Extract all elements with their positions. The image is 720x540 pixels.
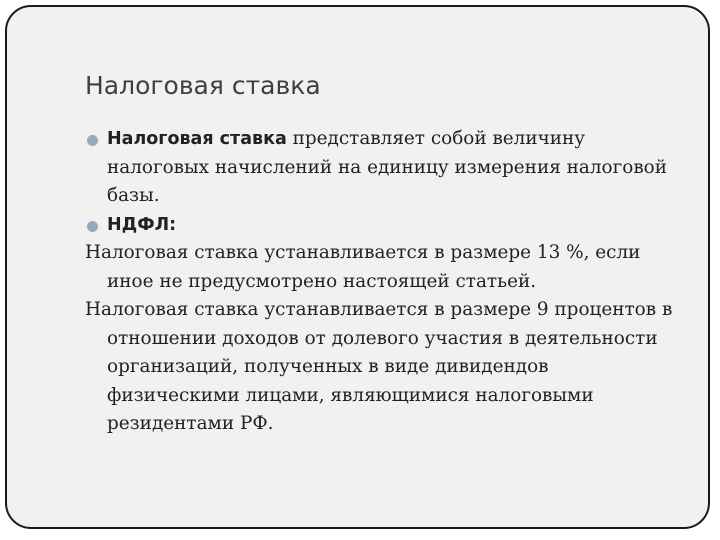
bullet-term: НДФЛ:: [107, 214, 177, 235]
slide-title: Налоговая ставка: [85, 71, 321, 100]
slide: [5, 5, 710, 529]
bullet-term: Налоговая ставка: [107, 129, 287, 149]
slide-content: [85, 125, 685, 439]
bullet-item: [85, 211, 685, 240]
paragraph: Налоговая ставка устанавливается в размере 13 %, если иное не предусмотрено настоящей статьей.: [85, 242, 641, 292]
bullet-text: представляет собой величину налоговых начислений на единицу измерения налоговой базы.: [107, 128, 668, 206]
paragraph: Налоговая ставка устанавливается в размере 9 процентов в отношении доходов от долевого участия в деятельности организаций, полученных в виде дивидендов физическими лицами, являющимися налоговыми резидентами РФ.: [85, 299, 673, 434]
bullet-item: [85, 125, 685, 211]
bullet-icon: [87, 135, 98, 146]
bullet-icon: [87, 221, 98, 232]
